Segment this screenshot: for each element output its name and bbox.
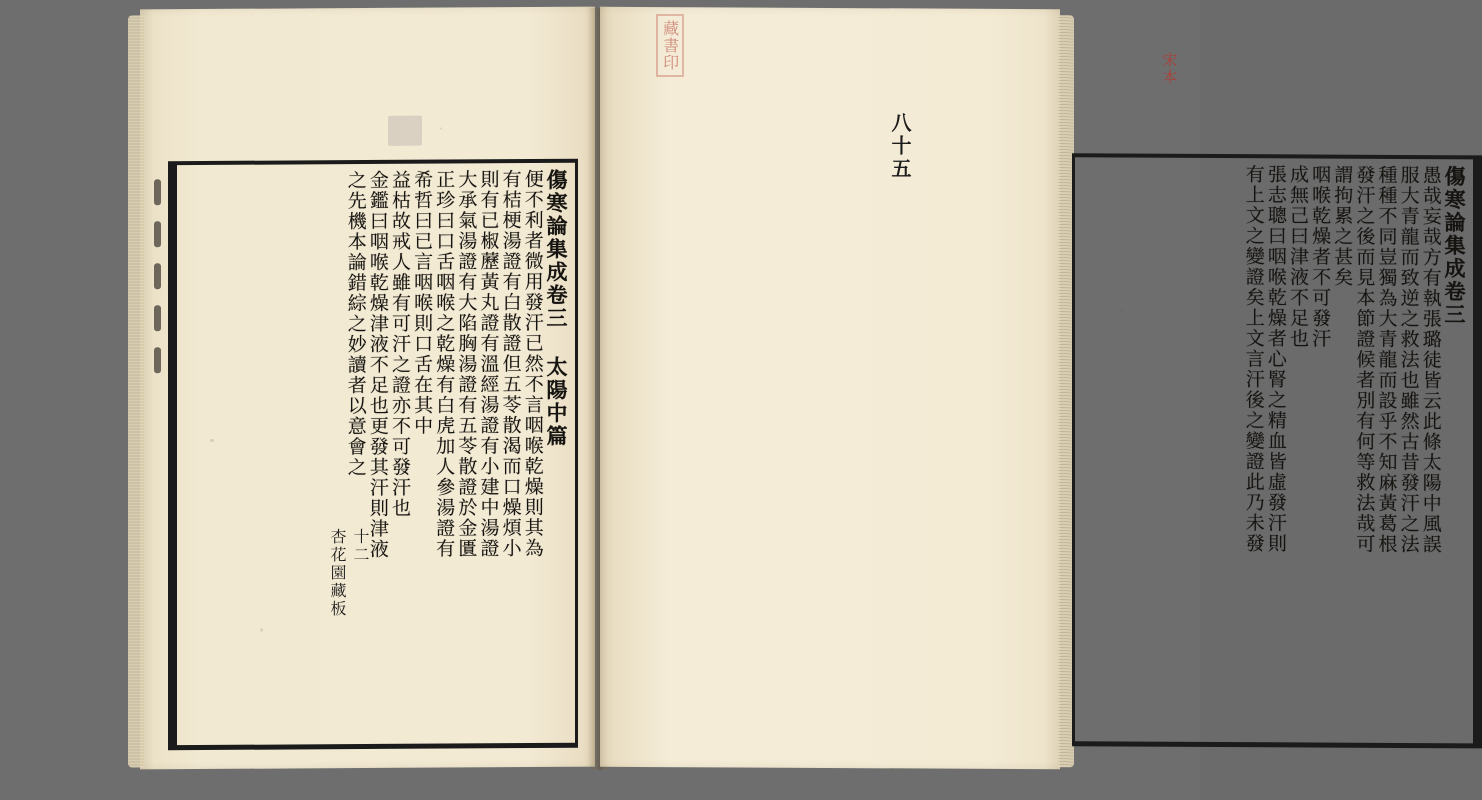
- left-text-frame: [168, 159, 578, 751]
- left-column-6: 希哲曰已言咽喉則口舌在其中: [411, 169, 434, 437]
- left-column-3: 則有已椒藶黃丸證有溫經湯證有小建中湯證: [477, 169, 500, 559]
- right-column-1: 愚哉妄哉方有執張璐徒皆云此條太陽中風誤: [1419, 165, 1442, 555]
- right-columns: [1075, 157, 1473, 743]
- binding-stitch: [154, 263, 161, 289]
- page-edge-left: [128, 15, 144, 767]
- left-column-spine-title: 傷寒論集成卷三 太陽中篇: [544, 168, 568, 448]
- left-column-9: 之先機本論錯綜之妙讀者以意會之: [344, 170, 367, 478]
- left-column-1: 便不利者微用發汗已然不言咽喉乾燥則其為: [521, 168, 544, 559]
- right-column-8: 張志聰曰咽喉乾燥者心腎之精血皆虛發汗則: [1264, 164, 1287, 554]
- right-column-running-head: 傷寒論集成卷三: [1442, 165, 1466, 327]
- right-column-7: 成無己曰津液不足也: [1287, 164, 1309, 350]
- left-column-5: 正珍曰口舌咽喉之乾燥有白虎加人參湯證有: [433, 169, 456, 560]
- right-column-6: 咽喉乾燥者不可發汗: [1309, 164, 1332, 350]
- left-column-2: 有桔梗湯證有白散證但五苓散渴而口燥煩小: [499, 169, 522, 559]
- right-column-4: 發汗之後而見本節證候者別有何等救法哉可: [1353, 164, 1376, 555]
- binding-stitch: [154, 221, 161, 247]
- folio-number-right: 八十五: [888, 112, 912, 181]
- left-column-4: 大承氣湯證有大陷胸湯證有五苓散證於金匱: [455, 169, 478, 559]
- faint-collection-stamp: [388, 116, 422, 146]
- left-page: [140, 7, 595, 770]
- binding-stitch: [154, 305, 161, 331]
- right-text-frame: [1072, 153, 1482, 748]
- open-book: [140, 8, 1466, 783]
- left-column-7: 益枯故戒人雖有可汗之證亦不可發汗也: [389, 169, 411, 519]
- right-column-9: 有上文之變證矣上文言汗後之變證此乃未發: [1242, 164, 1265, 554]
- left-folio-and-colophon: [326, 528, 372, 618]
- right-column-5: 謂拘累之甚矣: [1331, 164, 1354, 288]
- left-columns: [177, 163, 575, 745]
- collection-seal-edge: 宋本: [1160, 52, 1179, 86]
- binding-stitch: [154, 347, 161, 373]
- right-column-3: 種種不同豈獨為大青龍而設乎不知麻黃葛根: [1375, 164, 1398, 555]
- right-column-2: 服大青龍而致逆之救法也雖然古昔發汗之法: [1397, 164, 1420, 555]
- publisher-colophon: 杏花園藏板: [328, 528, 347, 619]
- binding-stitch: [154, 179, 161, 205]
- folio-number-left: 十二: [351, 527, 370, 565]
- collection-seal-top: 藏書印: [656, 14, 684, 77]
- left-column-8: 金鑑曰咽喉乾燥津液不足也更發其汗則津液: [366, 169, 389, 560]
